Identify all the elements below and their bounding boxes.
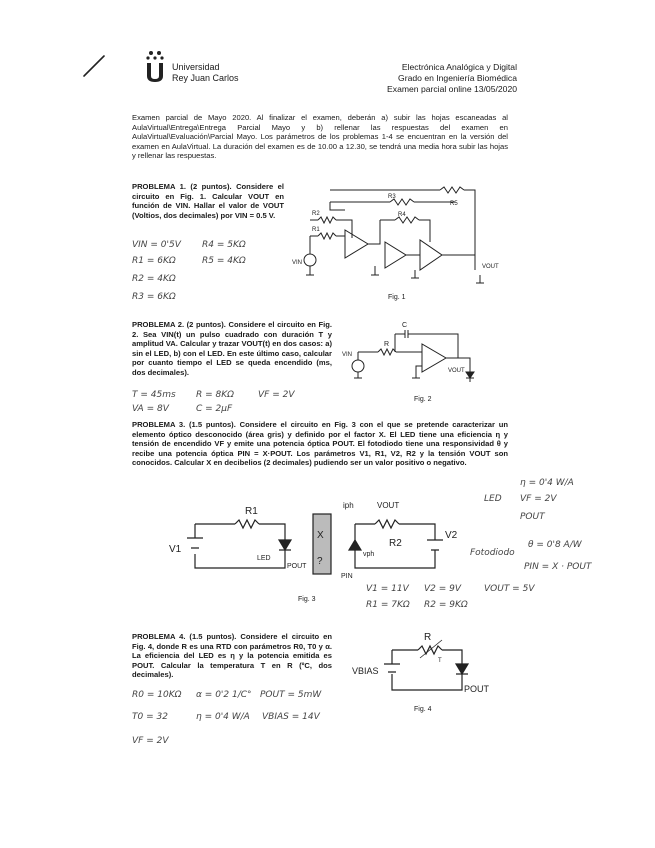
p4-note-r0: R0 = 10KΩ bbox=[132, 690, 182, 700]
p1-note-r3: R3 = 6KΩ bbox=[132, 292, 176, 302]
led-diode bbox=[466, 372, 474, 378]
course-line2: Grado en Ingeniería Biomédica bbox=[398, 73, 517, 83]
problem4-text: PROBLEMA 4. (1.5 puntos). Considere el circuito en Fig. 4, donde R es una RTD con parámetros R0, T0 y α. La eficiencia del LED es η y la potencia emitida es POUT. Calcular la temperatura T en R (ºC, dos decimales). bbox=[132, 632, 332, 680]
r-resistor bbox=[378, 349, 396, 355]
r5-resistor bbox=[440, 187, 464, 193]
p2-note-c: C = 2μF bbox=[196, 404, 233, 414]
course-line3: Examen parcial online 13/05/2020 bbox=[387, 84, 517, 94]
exam-intro: Examen parcial de Mayo 2020. Al finalizar el examen, deberán a) subir las hojas escaneadas al AulaVirtual\Entrega\Entrega Parcial Mayo y b) rellenar las respuestas del examen en AulaVirtual\Evaluación\Parcial Mayo. Los parámetros de los problemas 1-4 se encuentran en la versión del examen en AulaVirtual. La duración del examen es de 10.00 a 12.30, se tendrá una media hora subir las hojas y rellenar las respuestas. bbox=[132, 113, 508, 161]
p3-note-vout: VOUT = 5V bbox=[484, 584, 535, 594]
vbias-source bbox=[384, 650, 400, 672]
fig3-label-x: X bbox=[317, 530, 324, 541]
p3-note-fotodiodo: Fotodiodo bbox=[470, 548, 515, 558]
fig1-label-r5: R5 bbox=[450, 201, 458, 207]
fig4-label-r: R bbox=[424, 632, 432, 643]
p1-note-r2: R2 = 4KΩ bbox=[132, 274, 176, 284]
v1-source bbox=[187, 524, 203, 548]
pen-stroke-mark bbox=[80, 50, 110, 80]
fig1-label-r4: R4 bbox=[398, 212, 406, 218]
p3-note-v2: V2 = 9V bbox=[424, 584, 462, 594]
p3-note-pin: PIN = X · POUT bbox=[524, 562, 592, 572]
p2-note-r: R = 8KΩ bbox=[196, 390, 235, 400]
fig2-label-vin: VIN bbox=[342, 352, 353, 358]
r2-resistor bbox=[375, 520, 399, 528]
university-logo bbox=[144, 50, 166, 84]
university-line1: Universidad bbox=[172, 62, 220, 72]
fig1-label-r2: R2 bbox=[312, 211, 320, 217]
fig4-label-pout: POUT bbox=[464, 684, 490, 694]
logo-icon bbox=[144, 50, 166, 84]
fig3-label-question: ? bbox=[317, 556, 323, 567]
fig2-label-r: R bbox=[384, 341, 390, 348]
fig2-label-vout: VOUT bbox=[448, 368, 465, 374]
fig3-caption: Fig. 3 bbox=[298, 596, 316, 603]
led-diode bbox=[279, 540, 291, 550]
p3-note-v1: V1 = 11V bbox=[366, 584, 409, 594]
p4-note-vf: VF = 2V bbox=[132, 736, 169, 746]
fig2-caption: Fig. 2 bbox=[414, 396, 432, 403]
opamp1 bbox=[345, 230, 368, 258]
p1-note-r4: R4 = 5KΩ bbox=[202, 240, 246, 250]
r1-resistor bbox=[235, 520, 259, 528]
fig3-label-led: LED bbox=[257, 555, 271, 562]
p4-note-eta: η = 0'4 W/A bbox=[196, 712, 250, 722]
p4-note-t0: T0 = 32 bbox=[132, 712, 168, 722]
fig3-label-pout: POUT bbox=[287, 563, 307, 570]
r2-resistor bbox=[318, 217, 336, 223]
p3-note-r1: R1 = 7KΩ bbox=[366, 600, 410, 610]
opamp2 bbox=[385, 242, 406, 268]
problem1-text: PROBLEMA 1. (2 puntos). Considere el circuito en Fig. 1. Calcular VOUT en función de VIN. Hallar el valor de VOUT (Voltios, dos decimales) por VIN = 0.5 V. bbox=[132, 182, 284, 220]
fig1-label-vin: VIN bbox=[292, 260, 303, 266]
p3-note-theta: θ = 0'8 A/W bbox=[528, 540, 582, 550]
fig1-label-r1: R1 bbox=[312, 227, 320, 233]
p1-note-r1: R1 = 6KΩ bbox=[132, 256, 176, 266]
p3-note-eta: η = 0'4 W/A bbox=[520, 478, 574, 488]
opamp bbox=[422, 344, 446, 372]
fig4-label-vbias: VBIAS bbox=[352, 666, 379, 676]
fig4-caption: Fig. 4 bbox=[414, 706, 432, 713]
vin-source bbox=[352, 360, 364, 372]
fig2-circuit bbox=[340, 316, 500, 396]
p4-note-pout: POUT = 5mW bbox=[260, 690, 322, 700]
fig3-label-r1: R1 bbox=[245, 506, 258, 517]
fig3-circuit bbox=[165, 494, 465, 594]
p3-note-vf: VF = 2V bbox=[520, 494, 557, 504]
course-line1: Electrónica Analógica y Digital bbox=[401, 62, 517, 72]
fig4-label-t: T bbox=[438, 658, 442, 664]
p3-note-pout: POUT bbox=[520, 512, 545, 522]
fig3-label-vout: VOUT bbox=[377, 501, 400, 510]
fig3-label-vph: vph bbox=[363, 551, 375, 558]
p3-note-led: LED bbox=[484, 494, 502, 504]
fig1-caption: Fig. 1 bbox=[388, 294, 406, 301]
capacitor-c bbox=[405, 330, 408, 338]
university-name bbox=[172, 62, 239, 84]
problem3-text: PROBLEMA 3. (1.5 puntos). Considere el circuito en Fig. 3 con el que se pretende caracterizar un elemento óptico desconocido (área gris) y definido por el factor X. El LED tiene una eficiencia η y tensión de encendido VF y emite una potencia óptica POUT. El fotodiodo tiene una responsividad θ y recibe una potencia óptica PIN = X·POUT. Los parámetros V1, R1, V2, R2 y la tensión VOUT son conocidos. Calcular X en decibelios (2 decimales) pudiendo ser un valor positivo o negativo. bbox=[132, 420, 508, 468]
photodiode bbox=[349, 540, 361, 550]
p2-note-t: T = 45ms bbox=[132, 390, 176, 400]
p3-note-r2: R2 = 9KΩ bbox=[424, 600, 468, 610]
problem2-text: PROBLEMA 2. (2 puntos). Considere el circuito en Fig. 2. Sea VIN(t) un pulso cuadrado con duración T y amplitud VA. Calcular y trazar VOUT(t) en dos casos: a) sin el LED, b) con el LED. En este último caso, calcular por cuanto tiempo el LED se queda encendido (ms, dos decimales). bbox=[132, 320, 332, 377]
fig1-label-r3: R3 bbox=[388, 194, 396, 200]
university-line2: Rey Juan Carlos bbox=[172, 73, 239, 83]
led-diode bbox=[456, 664, 468, 674]
p1-note-vin: VIN = 0'5V bbox=[132, 240, 181, 250]
fig3-label-r2: R2 bbox=[389, 538, 402, 549]
fig1-circuit bbox=[290, 180, 515, 300]
course-info bbox=[387, 62, 517, 95]
p1-note-r5: R5 = 4KΩ bbox=[202, 256, 246, 266]
p2-note-vf: VF = 2V bbox=[258, 390, 295, 400]
opamp3 bbox=[420, 240, 442, 270]
fig3-label-v1: V1 bbox=[169, 544, 182, 555]
fig3-label-iph: iph bbox=[343, 501, 354, 510]
fig3-label-pin: PIN bbox=[341, 573, 353, 580]
r1-resistor bbox=[318, 233, 336, 239]
vin-source bbox=[304, 254, 316, 266]
p2-note-va: VA = 8V bbox=[132, 404, 169, 414]
p4-note-vbias: VBIAS = 14V bbox=[262, 712, 320, 722]
fig4-circuit bbox=[352, 630, 492, 705]
p4-note-alpha: α = 0'2 1/C° bbox=[196, 690, 252, 700]
fig3-label-v2: V2 bbox=[445, 530, 458, 541]
fig2-label-c: C bbox=[402, 322, 408, 329]
fig1-label-vout: VOUT bbox=[482, 264, 499, 270]
